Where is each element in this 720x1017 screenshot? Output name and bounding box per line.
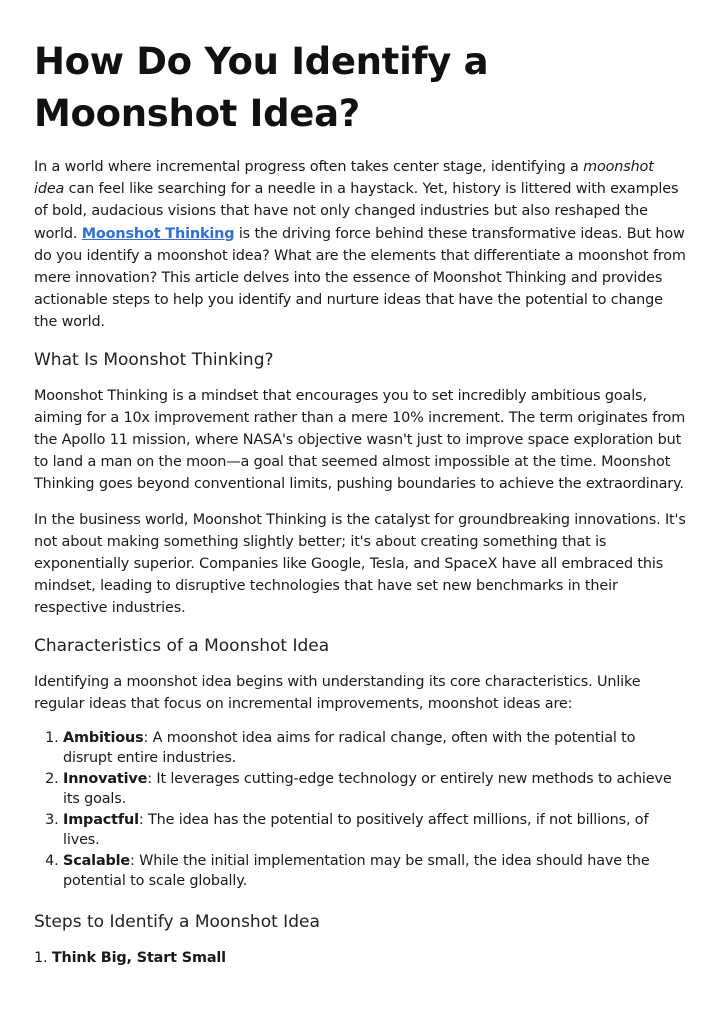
section-heading-characteristics: Characteristics of a Moonshot Idea [34, 635, 330, 656]
section1-paragraph-2: In the business world, Moonshot Thinking is the catalyst for groundbreaking innovations. It's not about making something slightly better; it's about creating something that is exponentially superior. Companies like Google, Tesla, and SpaceX have all embraced this mindset, leading to disruptive technologies that have set new benchmarks in their respective industries. [34, 511, 686, 617]
list-item-term: Innovative [63, 770, 148, 787]
list-item-desc: : The idea has the potential to positively affect millions, if not billions, of lives. [63, 811, 649, 849]
list-item-desc: : A moonshot idea aims for radical change, often with the potential to disrupt entire industries. [63, 730, 636, 767]
section1-paragraph-1: Moonshot Thinking is a mindset that encourages you to set incredibly ambitious goals, aiming for a 10x improvement rather than a mere 10% increment. The term originates from the Apollo 11 mission, where NASA's objective wasn't just to improve space exploration but to land a man on the moon—a goal that seemed almost impossible at the time. Moonshot Thinking goes beyond conventional limits, pushing boundaries to achieve the extraordinary. [34, 387, 686, 493]
step-heading [34, 947, 686, 969]
list-item-term: Ambitious [63, 730, 144, 747]
intro-text-3: is the driving force behind these transformative ideas. But how do you identify a moonshot idea? What are the elements that differentiate a moonshot from mere innovation? This article delves into the essence of Moonshot Thinking and provides actionable steps to help you identify and nurture ideas that have the potential to change the world. [34, 225, 686, 331]
intro-text-1: In a world where incremental progress often takes center stage, identifying a [34, 159, 584, 175]
list-item [63, 728, 686, 769]
intro-emphasis: moonshot idea [34, 159, 654, 198]
intro-text-2: can feel like searching for a needle in a haystack. Yet, history is littered with examples of bold, audacious visions that have not only changed industries but also reshaped the world. [34, 181, 679, 242]
list-item-desc: : While the initial implementation may be small, the idea should have the potential to scale globally. [63, 852, 650, 889]
list-item [63, 769, 686, 810]
section2-paragraph: Identifying a moonshot idea begins with understanding its core characteristics. Unlike regular ideas that focus on incremental improvements, moonshot ideas are: [34, 673, 641, 712]
list-item-term: Scalable [63, 852, 131, 869]
section-heading-steps: Steps to Identify a Moonshot Idea [34, 912, 320, 933]
list-item-term: Impactful [63, 811, 139, 828]
list-item-desc: : It leverages cutting-edge technology or entirely new methods to achieve its goals. [63, 770, 672, 808]
section-heading-what-is: What Is Moonshot Thinking? [34, 349, 274, 370]
step-number: 1. [34, 950, 48, 967]
list-item [63, 810, 686, 851]
step-title: Think Big, Start Small [51, 950, 226, 967]
moonshot-thinking-link[interactable]: Moonshot Thinking [81, 225, 235, 242]
list-item [63, 851, 686, 892]
intro-paragraph [34, 156, 686, 334]
characteristics-list [34, 728, 686, 891]
page-title: How Do You Identify a Moonshot Idea? [34, 40, 489, 135]
